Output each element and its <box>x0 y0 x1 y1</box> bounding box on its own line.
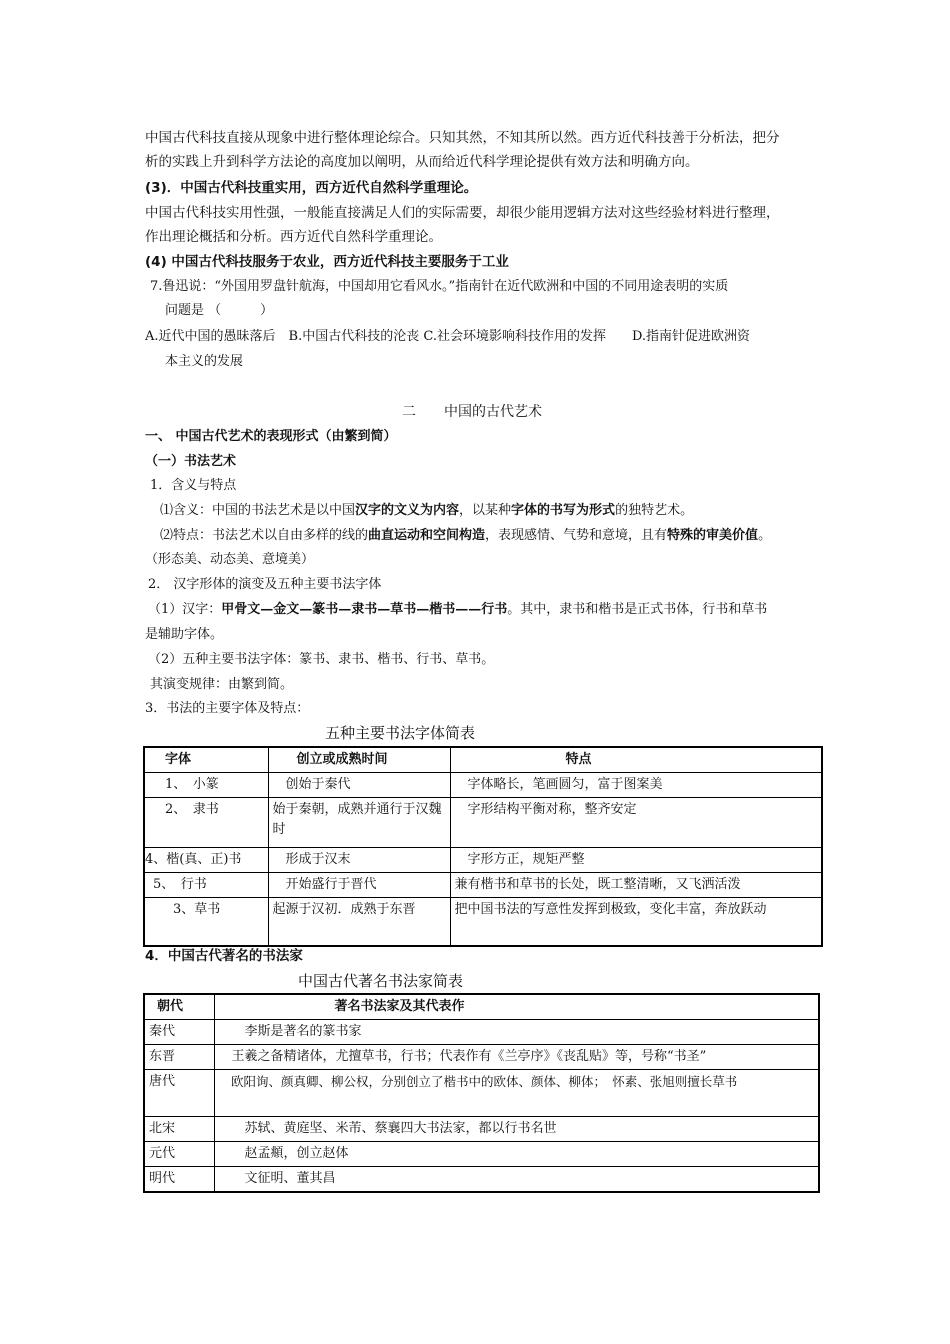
table-cell: 北宋 <box>144 1117 214 1142</box>
table-cell: 元代 <box>144 1142 214 1167</box>
scripts-table <box>143 746 823 947</box>
header-cell: 著名书法家及其代表作 <box>214 994 819 1020</box>
definition-meaning <box>160 501 693 521</box>
table-cell: 3、草书 <box>144 898 268 946</box>
paragraph-line: 析的实践上升到科学方法论的高度加以阐明，从而给近代科学理论提供有效方法和明确方向。 <box>145 154 699 170</box>
table-cell: 字形方正，规矩严整 <box>450 848 822 873</box>
table-row <box>144 1020 819 1045</box>
table-cell: 形成于汉末 <box>268 848 450 873</box>
table-cell: 文征明、董其昌 <box>214 1167 819 1193</box>
table-row <box>144 773 822 798</box>
header-cell: 特点 <box>450 747 822 773</box>
table-row <box>144 1117 819 1142</box>
emphasis: 甲骨文—金文—篆书—隶书—草书—楷书——行书 <box>221 602 508 617</box>
calligraphers-table <box>143 993 820 1193</box>
text: 。 <box>758 528 772 543</box>
table-row <box>144 1045 819 1070</box>
table-cell: 2、 隶书 <box>144 798 268 848</box>
subheading-meaning: 1．含义与特点 <box>150 478 237 493</box>
table-cell: 把中国书法的写意性发挥到极致，变化丰富，奔放跃动 <box>450 898 822 946</box>
section-title: 二 中国的古代艺术 <box>402 404 542 420</box>
table-cell: 字体略长，笔画圆匀，富于图案美 <box>450 773 822 798</box>
table-cell: 始于秦朝，成熟并通行于汉魏时 <box>268 798 450 848</box>
text: ，表现感情、气势和意境，且有 <box>485 528 668 543</box>
table-2-caption: 中国古代著名书法家简表 <box>298 972 464 990</box>
table-cell: 创始于秦代 <box>268 773 450 798</box>
header-cell: 字体 <box>144 747 268 773</box>
header-cell: 创立或成熟时间 <box>268 747 450 773</box>
text: ，以某种 <box>459 503 512 518</box>
heading-1: 一、 中国古代艺术的表现形式（由繁到简） <box>145 429 397 444</box>
emphasis: 汉字的文义为内容 <box>355 503 460 518</box>
question-7-stem: 7.鲁迅说：“外国用罗盘针航海，中国却用它看风水。”指南针在近代欧洲和中国的不同用途表明的实质 <box>150 279 729 294</box>
table-cell: 欧阳询、颜真卿、柳公权，分别创立了楷书中的欧体、颜体、柳体； 怀素、张旭则擅长草书 <box>214 1070 819 1117</box>
table-cell: 起源于汉初．成熟于东晋 <box>268 898 450 946</box>
emphasis: 特殊的审美价值 <box>667 528 759 543</box>
question-7-stem-cont: 问题是 （ ） <box>165 303 274 318</box>
table-cell: 苏轼、黄庭坚、米芾、蔡襄四大书法家，都以行书名世 <box>214 1117 819 1142</box>
table-row <box>144 1142 819 1167</box>
table-1-caption: 五种主要书法字体简表 <box>325 724 476 742</box>
table-row <box>144 798 822 848</box>
emphasis: 曲直运动和空间构造 <box>368 528 486 543</box>
table-cell: 1、 小篆 <box>144 773 268 798</box>
table-cell: 字形结构平衡对称，整齐安定 <box>450 798 822 848</box>
header-cell: 朝代 <box>144 994 214 1020</box>
table-row <box>144 1070 819 1117</box>
subheading-scripts: 3．书法的主要字体及特点： <box>145 701 310 716</box>
paragraph-line: 作出理论概括和分析。西方近代自然科学重理论。 <box>145 229 442 245</box>
emphasis: 字体的书写为形式 <box>511 503 616 518</box>
paragraph-line: 中国古代科技实用性强，一般能直接满足人们的实际需要，却很少能用逻辑方法对这些经验材料进行整理， <box>145 205 780 221</box>
table-cell: 秦代 <box>144 1020 214 1045</box>
point-3-heading: (3)．中国古代科技重实用，西方近代自然科学重理论。 <box>145 180 478 196</box>
text: 的独特艺术。 <box>615 503 694 518</box>
text: ⑴含义：中国的书法艺术是以中国 <box>160 503 356 518</box>
table-cell: 王羲之备精诸体，尤擅草书，行书；代表作有《兰亭序》《丧乱贴》等，号称“书圣” <box>214 1045 819 1070</box>
heading-calligraphy: （一）书法艺术 <box>145 454 237 469</box>
table-cell: 4、楷(真、正)书 <box>144 848 268 873</box>
beauty-types: （形态美、动态美、意境美） <box>145 552 315 567</box>
paragraph-line: 中国古代科技直接从现象中进行整体理论综合。只知其然，不知其所以然。西方近代科技善于分析法，把分 <box>145 130 780 146</box>
evolution-rule: 其演变规律：由繁到简。 <box>150 677 294 692</box>
table-cell: 5、 行书 <box>144 873 268 898</box>
subheading-calligraphers: 4．中国古代著名的书法家 <box>145 948 303 964</box>
question-7-options-cont: 本主义的发展 <box>165 354 244 369</box>
table-header-row <box>144 747 822 773</box>
table-cell: 唐代 <box>144 1070 214 1117</box>
table-cell: 李斯是著名的篆书家 <box>214 1020 819 1045</box>
evolution-line-cont: 是辅助字体。 <box>145 627 224 642</box>
table-cell: 东晋 <box>144 1045 214 1070</box>
evolution-line <box>148 600 767 620</box>
definition-feature <box>160 526 771 546</box>
table-row <box>144 898 822 946</box>
text: ⑵特点：书法艺术以自由多样的线的 <box>160 528 369 543</box>
table-row <box>144 873 822 898</box>
five-scripts-line: （2）五种主要书法字体：篆书、隶书、楷书、行书、草书。 <box>148 652 495 667</box>
table-row <box>144 848 822 873</box>
point-4-heading: (4) 中国古代科技服务于农业，西方近代科技主要服务于工业 <box>145 254 509 270</box>
table-cell: 兼有楷书和草书的长处，既工整清晰，又飞洒活泼 <box>450 873 822 898</box>
text: （1）汉字： <box>148 602 222 617</box>
question-7-options: A.近代中国的愚昧落后 B.中国古代科技的沦丧 C.社会环境影响科技作用的发挥 D.指南针促进欧洲资 <box>145 329 751 344</box>
table-header-row <box>144 994 819 1020</box>
text: 。其中，隶书和楷书是正式书体，行书和草书 <box>507 602 768 617</box>
table-cell: 明代 <box>144 1167 214 1193</box>
subheading-evolution: 2． 汉字形体的演变及五种主要书法字体 <box>148 577 382 592</box>
table-cell: 开始盛行于晋代 <box>268 873 450 898</box>
table-cell: 赵孟頫，创立赵体 <box>214 1142 819 1167</box>
table-row <box>144 1167 819 1193</box>
